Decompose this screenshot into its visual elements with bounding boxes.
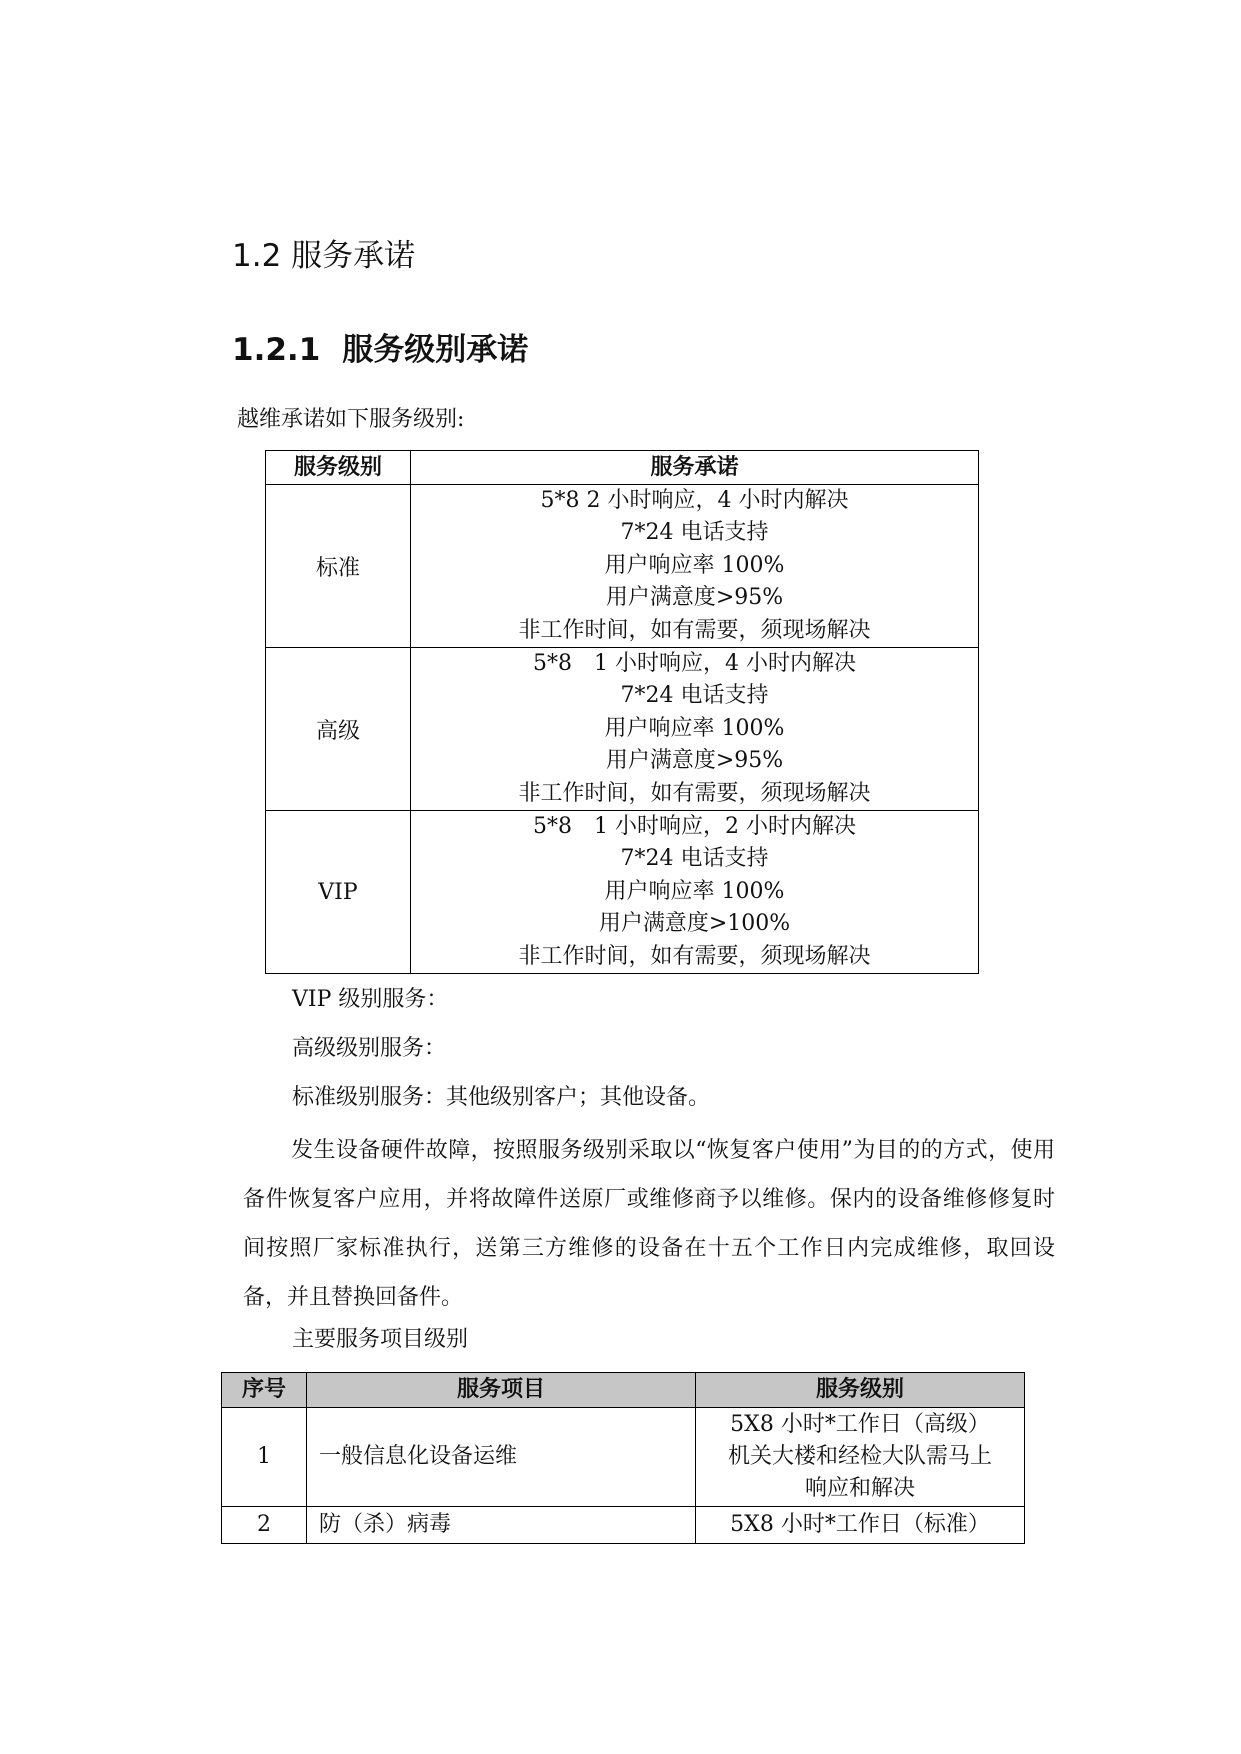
commitment-line: 7*24 电话支持	[620, 683, 769, 709]
header-no: 序号	[222, 1373, 307, 1408]
service-level-line: 5X8 小时*工作日（高级）	[730, 1412, 990, 1437]
commitment-line: 非工作时间，如有需要，须现场解决	[518, 617, 871, 643]
table-row	[222, 1408, 1025, 1507]
table-row	[266, 648, 979, 811]
row-number: 2	[222, 1507, 307, 1544]
intro-text: 越维承诺如下服务级别:	[237, 407, 465, 432]
table-header-row	[222, 1373, 1025, 1408]
row-number: 1	[222, 1408, 307, 1507]
table2-caption: 主要服务项目级别	[292, 1327, 469, 1352]
header-service-commitment: 服务承诺	[411, 451, 979, 485]
commitment-cell	[411, 485, 979, 648]
service-level-line: 机关大楼和经检大队需马上	[727, 1444, 992, 1469]
service-level	[696, 1408, 1025, 1507]
standard-service-line: 标准级别服务：其他级别客户；其他设备。	[292, 1085, 711, 1110]
commitment-line: 非工作时间，如有需要，须现场解决	[518, 780, 871, 806]
service-level-line: 响应和解决	[804, 1476, 915, 1501]
commitment-line: 非工作时间，如有需要，须现场解决	[518, 943, 871, 969]
header-service-level: 服务级别	[696, 1373, 1025, 1408]
commitment-line: 用户满意度>100%	[598, 911, 791, 937]
header-service-level: 服务级别	[266, 451, 411, 485]
service-level-line: 5X8 小时*工作日（标准）	[730, 1512, 990, 1537]
commitment-line: 用户响应率 100%	[604, 878, 785, 904]
commitment-line: 用户响应率 100%	[604, 552, 785, 578]
fault-handling-paragraph: 发生设备硬件故障，按照服务级别采取以“恢复客户使用”为目的的方式，使用备件恢复客户应用，并将故障件送原厂或维修商予以维修。保内的设备维修修复时间按照厂家标准执行，送第三方维修的设备在十五个工作日内完成维修，取回设备，并且替换回备件。	[243, 1138, 1055, 1310]
commitment-line: 5*8 2 小时响应，4 小时内解决	[540, 488, 849, 513]
commitment-line: 7*24 电话支持	[620, 520, 769, 546]
level-cell: 标准	[266, 485, 411, 648]
commitment-line: 5*8 1 小时响应，2 小时内解决	[533, 814, 856, 840]
commitment-cell	[411, 648, 979, 811]
advanced-service-line: 高级级别服务：	[292, 1036, 447, 1061]
table-row	[222, 1507, 1025, 1544]
subsection-number: 1.2.1	[232, 332, 321, 368]
commitment-line: 7*24 电话支持	[620, 846, 769, 872]
commitment-line: 5*8 1 小时响应，4 小时内解决	[533, 651, 856, 677]
service-item-table	[221, 1372, 1025, 1544]
commitment-line: 用户响应率 100%	[604, 715, 785, 741]
level-cell: VIP	[266, 811, 411, 974]
subsection-title: 服务级别承诺	[342, 332, 529, 368]
level-cell: 高级	[266, 648, 411, 811]
service-level-table	[265, 450, 979, 974]
service-level	[696, 1507, 1025, 1544]
table-row	[266, 811, 979, 974]
table-row	[266, 485, 979, 648]
commitment-line: 用户满意度>95%	[605, 585, 784, 611]
subsection-heading	[232, 330, 528, 370]
service-item: 防（杀）病毒	[307, 1507, 696, 1544]
table-header-row	[266, 451, 979, 485]
section-heading: 1.2 服务承诺	[232, 238, 416, 274]
service-item: 一般信息化设备运维	[307, 1408, 696, 1507]
header-service-item: 服务项目	[307, 1373, 696, 1408]
commitment-line: 用户满意度>95%	[605, 748, 784, 774]
commitment-cell	[411, 811, 979, 974]
vip-service-line: VIP 级别服务：	[292, 987, 449, 1012]
